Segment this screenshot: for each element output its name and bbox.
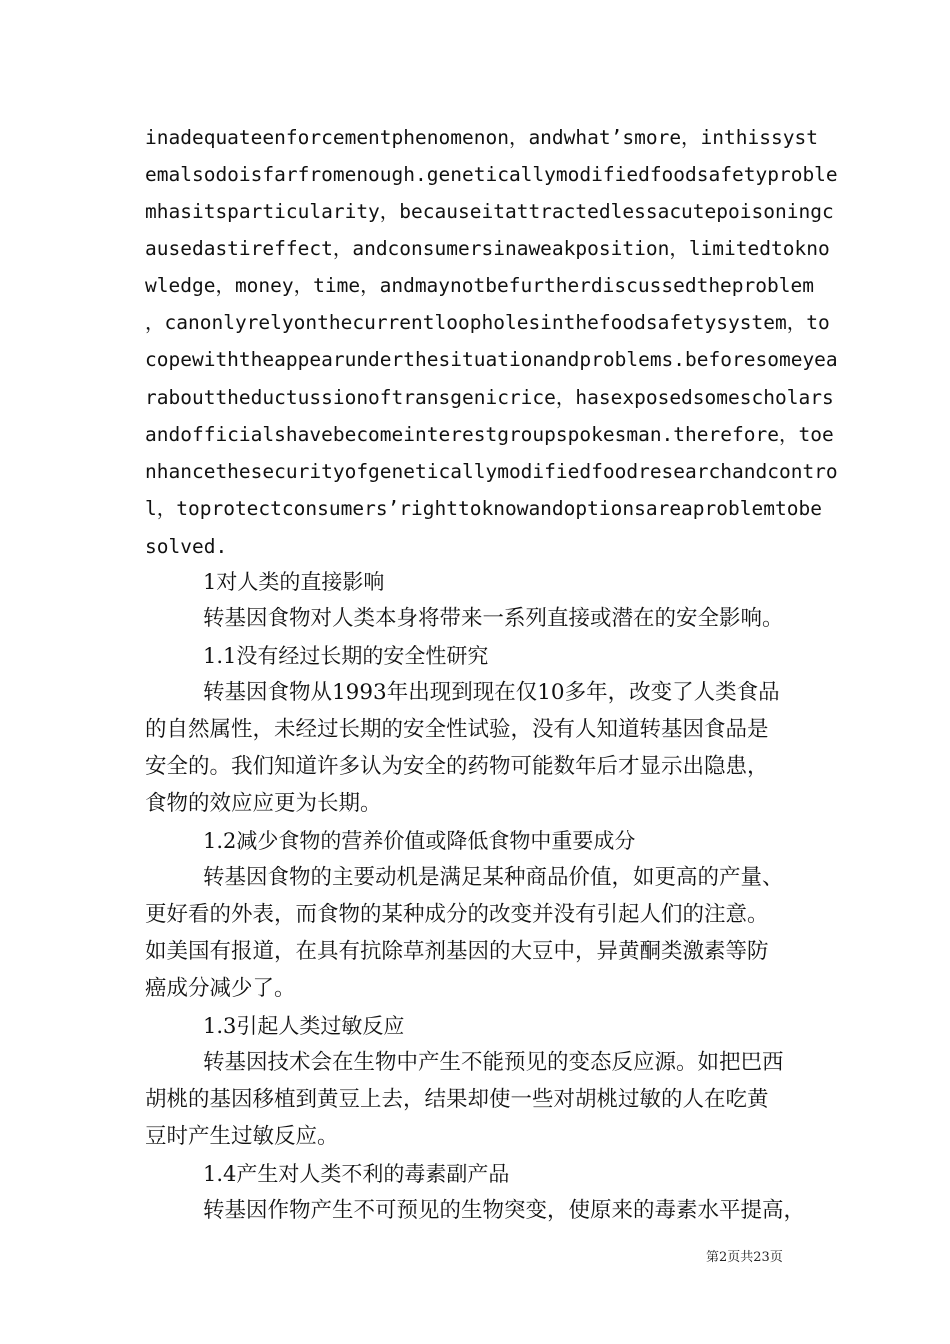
paragraph-line: 的自然属性，未经过长期的安全性试验，没有人知道转基因食品是 [145, 717, 769, 742]
paragraph-line: 胡桃的基因移植到黄豆上去，结果却使一些对胡桃过敏的人在吃黄 [145, 1087, 769, 1112]
english-text-line: inadequateenforcementphenomenon，andwhat’smore，inthissyst [145, 126, 818, 149]
paragraph-line: 食物的效应应更为长期。 [145, 791, 382, 816]
paragraph-line: 如美国有报道，在具有抗除草剂基因的大豆中，异黄酮类激素等防 [145, 939, 769, 964]
english-text-line: ausedastireffect，andconsumersinaweakposition，limitedtokno [145, 237, 830, 260]
paragraph-line: 癌成分减少了。 [145, 976, 296, 1001]
english-text-line: wledge，money，time，andmaynotbefurtherdiscussedtheproblem [145, 274, 814, 297]
english-text-line: mhasitsparticularity，becauseitattractedlessacutepoisoningc [145, 200, 834, 223]
english-text-line: nhancethesecurityofgeneticallymodifiedfoodresearchandcontro [145, 460, 838, 483]
subsection-heading: 1.2减少食物的营养价值或降低食物中重要成分 [203, 829, 636, 853]
paragraph-line: 豆时产生过敏反应。 [145, 1124, 339, 1149]
english-text-line: emalsodoisfarfromenough.geneticallymodifiedfoodsafetyproble [145, 163, 838, 186]
paragraph-line: 更好看的外表，而食物的某种成分的改变并没有引起人们的注意。 [145, 902, 769, 927]
paragraph-line: 转基因技术会在生物中产生不能预见的变态反应源。如把巴西 [203, 1050, 784, 1075]
subsection-heading: 1.4产生对人类不利的毒素副产品 [203, 1162, 510, 1186]
paragraph-line: 转基因食物对人类本身将带来一系列直接或潜在的安全影响。 [203, 606, 784, 631]
section-heading: 1对人类的直接影响 [203, 570, 385, 594]
paragraph-line: 转基因食物从1993年出现到现在仅10多年，改变了人类食品 [203, 680, 780, 705]
subsection-heading: 1.1没有经过长期的安全性研究 [203, 644, 489, 668]
paragraph-line: 安全的。我们知道许多认为安全的药物可能数年后才显示出隐患， [145, 754, 769, 779]
english-text-line: ，canonlyrelyonthecurrentloopholesinthefoodsafetysystem，to [145, 311, 830, 334]
english-text-line: l，toprotectconsumers’righttoknowandoptionsareaproblemtobe [145, 497, 822, 520]
subsection-heading: 1.3引起人类过敏反应 [203, 1014, 405, 1038]
english-text-line: solved. [145, 535, 228, 558]
english-text-line: andofficialshavebecomeinterestgroupspokesman.therefore，toe [145, 423, 834, 446]
paragraph-line: 转基因食物的主要动机是满足某种商品价值，如更高的产量、 [203, 865, 784, 890]
paragraph-line: 转基因作物产生不可预见的生物突变，使原来的毒素水平提高， [203, 1198, 806, 1223]
english-text-line: rabouttheductussionoftransgenicrice，hasexposedsomescholars [145, 386, 834, 409]
english-text-line: copewiththeappearunderthesituationandproblems.beforesomeyea [145, 348, 838, 371]
page-number: 第2页共23页 [706, 1250, 783, 1265]
